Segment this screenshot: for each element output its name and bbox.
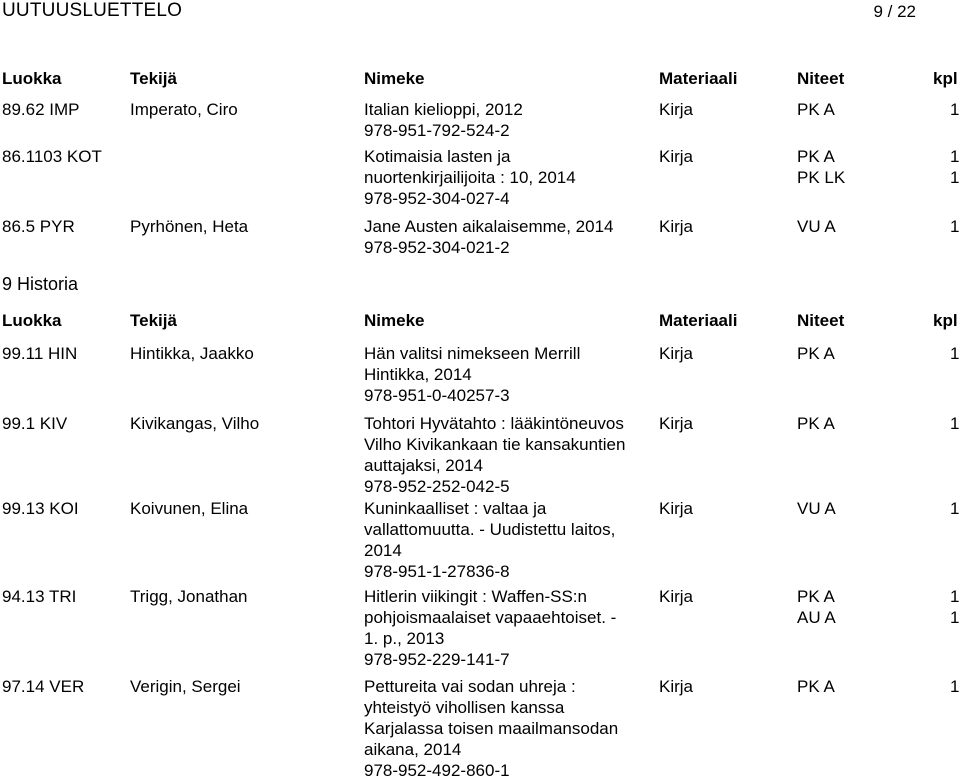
cell-nimeke-line: 978-952-492-860-1 [364,761,510,780]
cell-niteet-line: PK A [797,414,835,433]
cell-nimeke-line: Hitlerin viikingit : Waffen-SS:n [364,587,587,606]
cell-nimeke-line: Jane Austen aikalaisemme, 2014 [364,217,614,236]
column-niteet: Niteet [797,311,845,330]
column-tekija: Tekijä [130,311,177,330]
cell-nimeke [364,586,654,670]
cell-nimeke [364,343,654,406]
cell-nimeke [364,99,654,141]
column-niteet: Niteet [797,69,845,88]
cell-luokka: 89.62 IMP [2,100,80,119]
cell-materiaali: Kirja [659,217,694,236]
cell-kpl-line: 1 [950,100,960,119]
cell-niteet [797,343,877,364]
page-title: UUTUUSLUETTELO [2,0,183,21]
cell-tekija: Trigg, Jonathan [130,587,248,606]
cell-materiaali: Kirja [659,677,694,696]
cell-nimeke-line: nuortenkirjailijoita : 10, 2014 [364,168,576,187]
section-title: 9 Historia [2,274,79,294]
cell-nimeke [364,498,654,582]
cell-niteet-line: VU A [797,217,836,236]
cell-kpl-line: 1 [950,499,960,518]
cell-niteet [797,413,877,434]
cell-kpl [950,586,959,628]
cell-nimeke-line: 978-951-792-524-2 [364,121,510,140]
cell-niteet-line: VU A [797,499,836,518]
cell-kpl-line: 1 [950,587,960,606]
cell-nimeke-line: Kotimaisia lasten ja [364,147,511,166]
cell-tekija: Verigin, Sergei [130,677,241,696]
cell-materiaali: Kirja [659,344,694,363]
cell-materiaali: Kirja [659,147,694,166]
cell-nimeke [364,216,654,258]
cell-niteet [797,99,877,120]
column-materiaali: Materiaali [659,69,738,88]
cell-nimeke-line: Pettureita vai sodan uhreja : [364,677,576,696]
cell-luokka: 94.13 TRI [2,587,77,606]
cell-nimeke-line: Karjalassa toisen maailmansodan [364,719,619,738]
cell-kpl-line: 1 [950,608,960,627]
cell-materiaali: Kirja [659,499,694,518]
cell-tekija: Kivikangas, Vilho [130,414,260,433]
cell-nimeke [364,146,654,209]
cell-kpl [950,413,959,434]
cell-nimeke-line: Hintikka, 2014 [364,365,472,384]
column-kpl: kpl [933,69,958,88]
cell-nimeke-line: 978-952-252-042-5 [364,477,510,496]
cell-niteet [797,586,877,628]
cell-niteet-line: PK A [797,147,835,166]
cell-niteet [797,216,877,237]
cell-nimeke-line: 1. p., 2013 [364,629,445,648]
cell-luokka: 86.1103 KOT [2,147,102,166]
cell-nimeke-line: 978-952-229-141-7 [364,650,510,669]
cell-nimeke-line: Vilho Kivikankaan tie kansakuntien [364,435,626,454]
column-kpl: kpl [933,311,958,330]
cell-kpl-line: 1 [950,344,960,363]
column-materiaali: Materiaali [659,311,738,330]
cell-kpl [950,343,959,364]
cell-nimeke [364,413,654,497]
cell-niteet-line: PK A [797,677,835,696]
column-header [0,68,960,90]
cell-kpl [950,216,959,237]
column-luokka: Luokka [2,311,62,330]
cell-nimeke [364,676,654,781]
cell-materiaali: Kirja [659,100,694,119]
cell-tekija: Hintikka, Jaakko [130,344,254,363]
cell-nimeke-line: 978-951-1-27836-8 [364,562,510,581]
cell-nimeke-line: yhteistyö vihollisen kanssa [364,698,565,717]
cell-kpl [950,99,959,120]
cell-nimeke-line: aikana, 2014 [364,740,462,759]
cell-niteet [797,146,877,188]
cell-nimeke-line: Tohtori Hyvätahto : lääkintöneuvos [364,414,624,433]
cell-kpl [950,676,959,697]
cell-nimeke-line: Kuninkaalliset : valtaa ja [364,499,547,518]
cell-tekija: Koivunen, Elina [130,499,249,518]
cell-kpl-line: 1 [950,147,960,166]
column-luokka: Luokka [2,69,62,88]
cell-niteet-line: PK A [797,587,835,606]
cell-nimeke-line: Hän valitsi nimekseen Merrill [364,344,581,363]
cell-nimeke-line: 978-951-0-40257-3 [364,386,510,405]
cell-kpl [950,146,959,188]
column-nimeke: Nimeke [364,311,425,330]
cell-kpl-line: 1 [950,414,960,433]
cell-luokka: 97.14 VER [2,677,85,696]
cell-kpl-line: 1 [950,217,960,236]
cell-niteet [797,676,877,697]
cell-nimeke-line: vallattomuutta. - Uudistettu laitos, [364,520,616,539]
cell-nimeke-line: 2014 [364,541,402,560]
cell-nimeke-line: pohjoismaalaiset vapaaehtoiset. - [364,608,617,627]
cell-materiaali: Kirja [659,414,694,433]
cell-kpl [950,498,959,519]
cell-niteet [797,498,877,519]
cell-niteet-line: PK A [797,100,835,119]
column-tekija: Tekijä [130,69,177,88]
column-nimeke: Nimeke [364,69,425,88]
cell-tekija: Pyrhönen, Heta [130,217,249,236]
column-header [0,310,960,332]
cell-nimeke-line: 978-952-304-021-2 [364,238,510,257]
cell-tekija: Imperato, Ciro [130,100,238,119]
cell-kpl-line: 1 [950,168,960,187]
cell-niteet-line: AU A [797,608,836,627]
cell-kpl-line: 1 [950,677,960,696]
cell-luokka: 99.1 KIV [2,414,68,433]
cell-luokka: 99.13 KOI [2,499,79,518]
page-number: 9 / 22 [873,2,916,21]
cell-nimeke-line: 978-952-304-027-4 [364,189,510,208]
cell-niteet-line: PK LK [797,168,846,187]
cell-nimeke-line: Italian kielioppi, 2012 [364,100,523,119]
cell-luokka: 86.5 PYR [2,217,75,236]
cell-materiaali: Kirja [659,587,694,606]
cell-niteet-line: PK A [797,344,835,363]
cell-luokka: 99.11 HIN [2,344,78,363]
cell-nimeke-line: auttajaksi, 2014 [364,456,484,475]
